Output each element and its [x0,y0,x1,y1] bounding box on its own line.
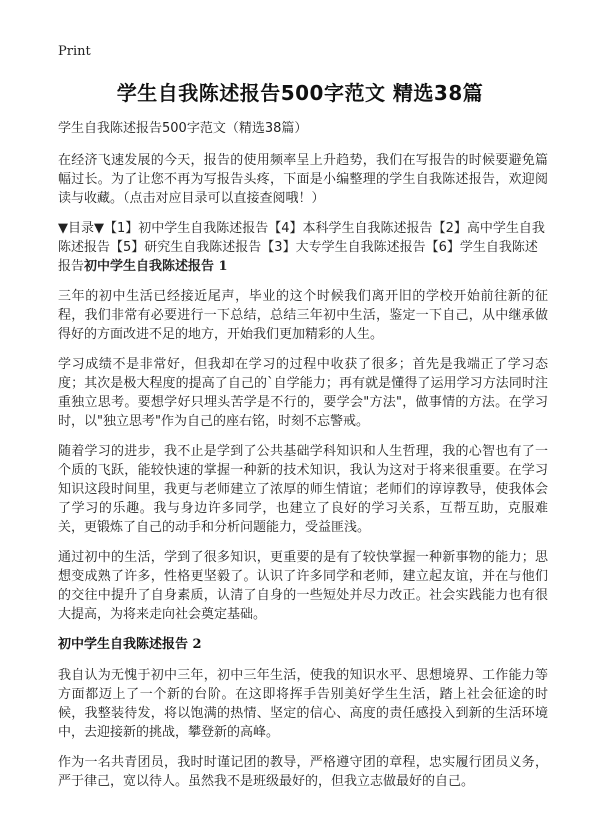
paragraph: 我自认为无愧于初中三年，初中三年生活，使我的知识水平、思想境界、工作能力等方面都迈上了一个新的台阶。在这即将挥手告别美好学生生活，踏上社会征途的时候，我整装待发，将以饱满的热情、坚定的信心、高度的责任感投入到新的生活环境中，去迎接新的挑战，攀登新的高峰。 [58,668,548,740]
paragraph: 通过初中的生活，学到了很多知识，更重要的是有了较快掌握一种新事物的能力；思想变成熟了许多，性格更坚毅了。认识了许多同学和老师，建立起友谊，并在与他们的交往中提升了自身素质，认清了自身的一些短处并尽力改正。社会实践能力也有很大提高，为将来走向社会奠定基础。 [58,550,548,622]
paragraph: 随着学习的进步，我不止是学到了公共基础学科知识和人生哲理，我的心智也有了一个质的飞跃，能较快速的掌握一种新的技术知识，我认为这对于将来很重要。在学习知识这段时间里，我更与老师建立了浓厚的师生情谊；老师们的谆谆教导，使我体会了学习的乐趣。我与身边许多同学，也建立了良好的学习关系，互帮互助，克服难关，更锻炼了自己的动手和分析问题能力，受益匪浅。 [58,444,548,535]
print-link[interactable]: Print [58,44,91,59]
paragraph: 三年的初中生活已经接近尾声，毕业的这个时候我们离开旧的学校开始前往新的征程，我们非常有必要进行一下总结，总结三年初中生活，鉴定一下自己，从中继承做得好的方面改进不足的地方，开始我们更加精彩的人生。 [58,289,548,342]
paragraph: 学习成绩不是非常好，但我却在学习的过程中收获了很多；首先是我端正了学习态度；其次是极大程度的提高了自己的`自学能力；再有就是懂得了运用学习方法同时注重独立思考。要想学好只埋头苦学是不行的，要学会"方法"，做事情的方法。在学习时，以"独立思考"作为自己的座右铭，时刻不忘警戒。 [58,357,548,429]
toc-prefix: ▼目录▼ [58,221,104,236]
toc-item-3[interactable]: 【3】大专学生自我陈述报告 [261,240,426,255]
article-body [58,119,548,802]
paragraph: 作为一名共青团员，我时时谨记团的教导，严格遵守团的章程，忠实履行团员义务，严于律己，宽以待人。虽然我不是班级最好的，但我立志做最好的自己。 [58,755,548,789]
section-heading-2: 初中学生自我陈述报告 2 [58,637,202,652]
toc-item-6[interactable]: 【6】学生自我陈述报告 [58,240,538,274]
toc-item-2[interactable]: 【2】高中学生自我陈述报告 [58,221,545,255]
toc-item-1[interactable]: 【1】初中学生自我陈述报告 [104,221,269,236]
toc-item-5[interactable]: 【5】研究生自我陈述报告 [110,240,262,255]
intro-paragraph: 在经济飞速发展的今天，报告的使用频率呈上升趋势，我们在写报告的时候要避免篇幅过长。为了让您不再为写报告头疼，下面是小编整理的学生自我陈述报告，欢迎阅读与收藏。（点击对应目录可以直接查阅哦！） [58,153,548,206]
page-title: 学生自我陈述报告500字范文 精选38篇 [116,81,484,105]
table-of-contents [58,219,548,276]
article-subtitle: 学生自我陈述报告500字范文（精选38篇） [58,121,308,136]
section-heading-1: 初中学生自我陈述报告 1 [84,259,228,274]
toc-item-4[interactable]: 【4】本科学生自我陈述报告 [268,221,433,236]
